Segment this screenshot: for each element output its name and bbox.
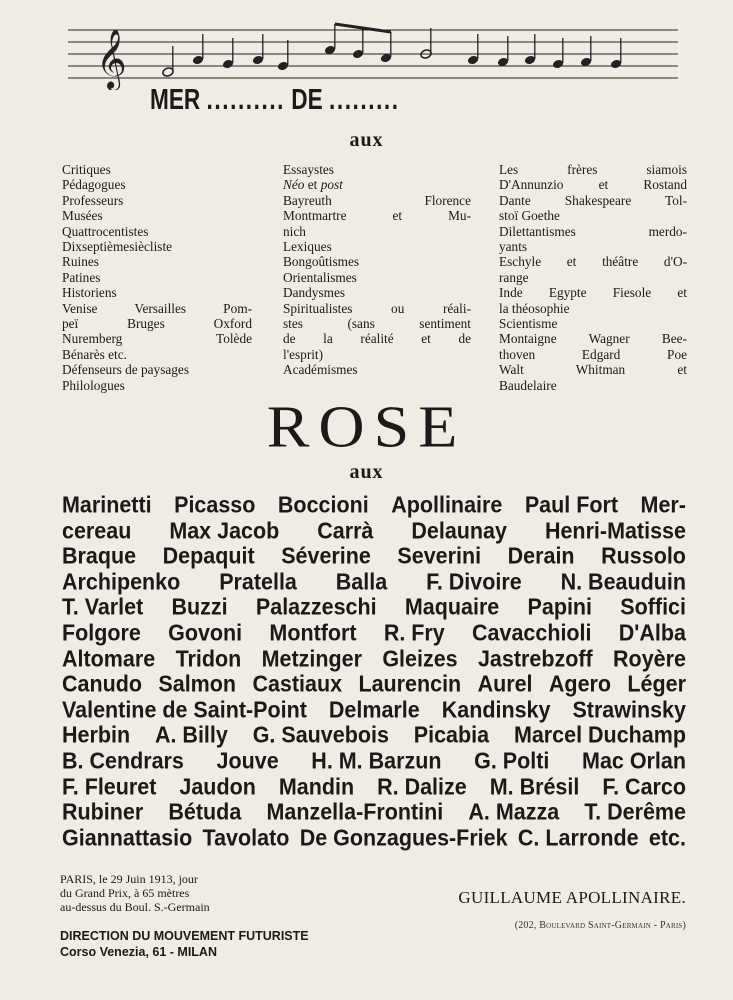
note-icon — [380, 32, 392, 63]
name-item: Manzella-Frontini — [266, 799, 444, 825]
name-item: Henri-Matisse — [544, 517, 686, 544]
author-signature: GUILLAUME APOLLINAIRE. — [458, 888, 686, 907]
name-item: Rubiner — [62, 799, 144, 825]
list-item: stoï Goethe — [499, 208, 560, 224]
name-item: Jastrebzoff — [477, 645, 593, 672]
list-item: Ruines — [62, 254, 99, 270]
names-row — [62, 595, 686, 621]
name-item: Marcel Duchamp — [513, 722, 686, 749]
name-item: Cavacchioli — [472, 620, 592, 646]
note-icon — [277, 40, 289, 71]
heading-dots-1: .......... — [206, 84, 286, 116]
list-item: Dandysmes — [283, 285, 346, 301]
name-item: N. Beauduin — [560, 569, 686, 595]
name-item: Marinetti — [62, 492, 152, 518]
list-item: Bénarès etc. — [62, 346, 127, 362]
name-item: Papini — [527, 594, 593, 621]
name-item: Léger — [627, 671, 686, 697]
name-item: Paul Fort — [524, 492, 619, 518]
name-item: Depaquit — [162, 543, 255, 569]
note-icon — [324, 24, 336, 55]
name-item: Russolo — [601, 543, 686, 569]
date-line: du Grand Prix, à 65 mètres — [60, 886, 190, 900]
name-item: B. Cendrars — [62, 748, 184, 774]
name-item: F. Divoire — [426, 569, 522, 595]
name-item: Castiaux — [252, 671, 343, 697]
name-item: Balla — [335, 569, 388, 595]
list-item: Dante Shakespeare Tol- — [499, 192, 687, 208]
direction-line: Corso Venezia, 61 - MILAN — [60, 945, 217, 959]
list-item: Venise Versailles Pom- — [62, 300, 252, 316]
name-item: Picasso — [174, 492, 256, 518]
staff-lines — [68, 30, 678, 78]
name-item: Séverine — [281, 543, 371, 569]
date-line: au-dessus du Boul. S.-Germain — [60, 900, 210, 914]
names-row — [62, 698, 686, 724]
note-icon — [580, 36, 592, 67]
list-item: Lexiques — [283, 239, 332, 255]
name-item: Valentine de Saint-Point — [62, 696, 307, 723]
name-item: A. Mazza — [468, 799, 560, 825]
list-item: Défenseurs de paysages — [62, 362, 190, 378]
list-item: peï Bruges Oxford — [62, 316, 252, 332]
list-item: stes (sans sentiment — [283, 316, 471, 332]
names-row — [62, 723, 686, 749]
name-item: M. Brésil — [489, 773, 580, 800]
direction-address — [60, 928, 309, 960]
list-item: Essaystes — [283, 162, 334, 177]
list-item: thoven Edgard Poe — [499, 346, 687, 362]
note-icon — [162, 46, 174, 77]
et-word: et — [307, 177, 318, 193]
heading-mer-de — [150, 84, 556, 117]
name-item: Tavolato — [202, 824, 290, 851]
names-row — [62, 493, 686, 519]
heading-mer: MER — [150, 84, 201, 116]
name-item: Royère — [613, 645, 686, 672]
name-item: Mandin — [278, 773, 355, 800]
name-item: Archipenko — [62, 569, 181, 595]
heading-dots-2: ......... — [329, 84, 400, 116]
column-merde-1 — [62, 162, 252, 393]
list-item: Dixseptièmesiècliste — [62, 239, 173, 255]
list-item: yants — [499, 239, 528, 255]
list-item: Professeurs — [62, 192, 124, 208]
name-item: Soffici — [620, 594, 686, 621]
names-row — [62, 775, 686, 801]
heading-rose: ROSE — [266, 393, 467, 460]
post-word: post — [320, 177, 343, 193]
note-icon — [420, 28, 432, 59]
name-item: Montfort — [269, 620, 357, 646]
list-item: Patines — [62, 269, 101, 285]
names-row — [62, 621, 686, 647]
note-icon — [192, 34, 204, 65]
list-item: Walt Whitman et — [499, 362, 687, 378]
list-item: Bongoûtismes — [283, 254, 360, 270]
name-item: Laurencin — [358, 671, 462, 697]
name-item: D'Alba — [618, 620, 686, 646]
list-item: la théosophie — [499, 300, 570, 316]
name-item: Strawinsky — [572, 696, 686, 723]
note-icon — [524, 34, 536, 65]
list-item: Montmartre et Mu- — [283, 208, 471, 224]
name-item: Palazzeschi — [255, 594, 377, 621]
list-item: Philologues — [62, 377, 125, 393]
list-item-neo-post — [283, 177, 471, 192]
name-item: Govoni — [168, 620, 243, 646]
list-item: D'Annunzio et Rostand — [499, 177, 687, 193]
list-item: l'esprit) — [283, 346, 324, 362]
list-item: nich — [283, 223, 306, 239]
name-item: Severini — [397, 543, 482, 569]
name-item: Bétuda — [168, 799, 242, 825]
list-item: Pédagogues — [62, 177, 126, 193]
name-item: H. M. Barzun — [311, 748, 442, 774]
name-item: Apollinaire — [391, 492, 503, 518]
name-item: Boccioni — [277, 492, 369, 518]
name-item: Jouve — [216, 748, 279, 774]
name-item: Folgore — [62, 620, 141, 646]
name-item: T. Derême — [584, 799, 686, 825]
list-item: Montaigne Wagner Bee- — [499, 331, 687, 347]
list-item: Dilettantismes merdo- — [499, 223, 687, 239]
list-item: Baudelaire — [499, 377, 557, 393]
name-item: Canudo — [62, 671, 143, 697]
names-row — [62, 570, 686, 596]
list-item: de la réalité et de — [283, 331, 471, 347]
name-item: Mer- — [640, 492, 686, 518]
name-item: Pratella — [219, 569, 297, 595]
name-item: Tridon — [175, 645, 242, 672]
list-item: range — [499, 269, 529, 285]
date-line: PARIS, le 29 Juin 1913, jour — [60, 872, 198, 886]
treble-clef-icon: 𝄞 — [96, 29, 127, 89]
name-item: etc. — [648, 824, 686, 851]
aux-label-top: aux — [349, 129, 384, 151]
name-item: De Gonzagues-Friek — [299, 824, 508, 851]
names-row — [62, 647, 686, 673]
names-row — [62, 800, 686, 826]
note-icon — [497, 36, 509, 67]
name-item: C. Larronde — [517, 824, 639, 851]
name-item: Metzinger — [261, 645, 362, 672]
note-icon — [252, 34, 264, 65]
name-item: Carrà — [317, 517, 374, 544]
name-item: Altomare — [62, 645, 156, 672]
name-item: Delmarle — [328, 696, 420, 723]
names-row — [62, 749, 686, 775]
name-item: R. Dalize — [377, 773, 467, 800]
name-item: Salmon — [158, 671, 237, 697]
column-merde-2 — [283, 162, 471, 378]
name-item: Maquaire — [404, 594, 500, 621]
name-item: Giannattasio — [62, 824, 193, 851]
date-place — [60, 872, 210, 914]
heading-de: DE — [291, 84, 323, 116]
name-item: T. Varlet — [62, 594, 144, 621]
name-item: Kandinsky — [441, 696, 551, 723]
name-item: F. Fleuret — [62, 773, 157, 800]
list-item: Spiritualistes ou réali- — [283, 300, 471, 316]
name-item: Gleizes — [382, 645, 458, 672]
name-item: Picabia — [413, 722, 490, 749]
neo-word: Néo — [283, 177, 305, 193]
list-item: Eschyle et théâtre d'O- — [499, 254, 687, 270]
name-item: G. Sauvebois — [252, 722, 389, 749]
list-item: Critiques — [62, 162, 111, 177]
name-item: Derain — [507, 543, 575, 569]
names-row — [62, 544, 686, 570]
list-item: Académismes — [283, 362, 358, 378]
list-item: Nuremberg Tolède — [62, 331, 252, 347]
list-item: Musées — [62, 208, 103, 224]
list-item: Historiens — [62, 285, 117, 301]
names-row — [62, 826, 686, 852]
note-icon — [467, 34, 479, 65]
names-row — [62, 672, 686, 698]
name-item: F. Carco — [602, 773, 686, 800]
music-staff — [68, 20, 678, 90]
names-list — [62, 493, 686, 851]
list-item: Bayreuth Florence — [283, 192, 471, 208]
names-row — [62, 519, 686, 545]
name-item: Braque — [62, 543, 137, 569]
note-icon — [352, 28, 364, 59]
list-item: Quattrocentistes — [62, 223, 149, 239]
name-item: Delaunay — [411, 517, 507, 544]
name-item: Mac Orlan — [582, 748, 686, 774]
name-item: cereau — [62, 517, 132, 544]
list-item: Scientisme — [499, 316, 558, 332]
direction-line: DIRECTION DU MOUVEMENT FUTURISTE — [60, 929, 309, 943]
author-address: (202, Boulevard Saint-Germain - Paris) — [514, 920, 686, 931]
name-item: Aurel — [477, 671, 533, 697]
name-item: Agero — [548, 671, 612, 697]
music-notes — [162, 24, 622, 77]
column-merde-3 — [499, 162, 687, 393]
list-item: Orientalismes — [283, 269, 357, 285]
name-item: A. Billy — [154, 722, 228, 749]
name-item: Buzzi — [171, 594, 228, 621]
name-item: Max Jacob — [169, 517, 280, 544]
name-item: G. Polti — [474, 748, 550, 774]
name-item: Herbin — [62, 722, 131, 749]
list-item: Inde Egypte Fiesole et — [499, 285, 687, 301]
list-item: Les frères siamois — [499, 162, 687, 177]
name-item: Jaudon — [179, 773, 256, 800]
aux-label-bottom: aux — [349, 461, 384, 483]
name-item: R. Fry — [383, 620, 445, 646]
